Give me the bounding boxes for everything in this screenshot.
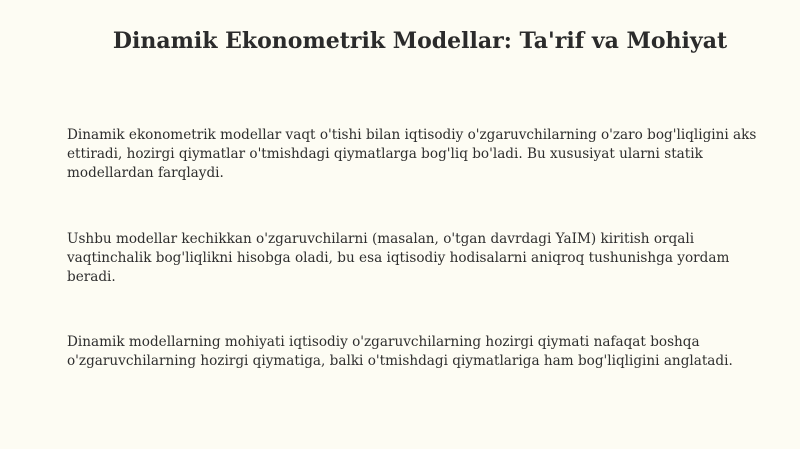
- paragraph-definition: Dinamik ekonometrik modellar vaqt o'tishi bilan iqtisodiy o'zgaruvchilarning o'zaro bog'liqligini aks ettiradi, hozirgi qiymatlar o'tmishdagi qiymatlarga bog'liq bo'ladi. Bu xususiyat ularni statik modellardan farqlaydi.: [67, 127, 757, 181]
- slide-title: Dinamik Ekonometrik Modellar: Ta'rif va Mohiyat: [112, 28, 728, 54]
- paragraph-lagged-variables: Ushbu modellar kechikkan o'zgaruvchilarni (masalan, o'tgan davrdagi YaIM) kiritish orqali vaqtinchalik bog'liqlikni hisobga oladi, bu esa iqtisodiy hodisalarni aniqroq tushunishga yordam beradi.: [67, 231, 730, 285]
- paragraph-essence: Dinamik modellarning mohiyati iqtisodiy o'zgaruvchilarning hozirgi qiymati nafaqat boshqa o'zgaruvchilarning hozirgi qiymatiga, balki o'tmishdagi qiymatlariga ham bog'liqligini anglatadi.: [67, 334, 733, 369]
